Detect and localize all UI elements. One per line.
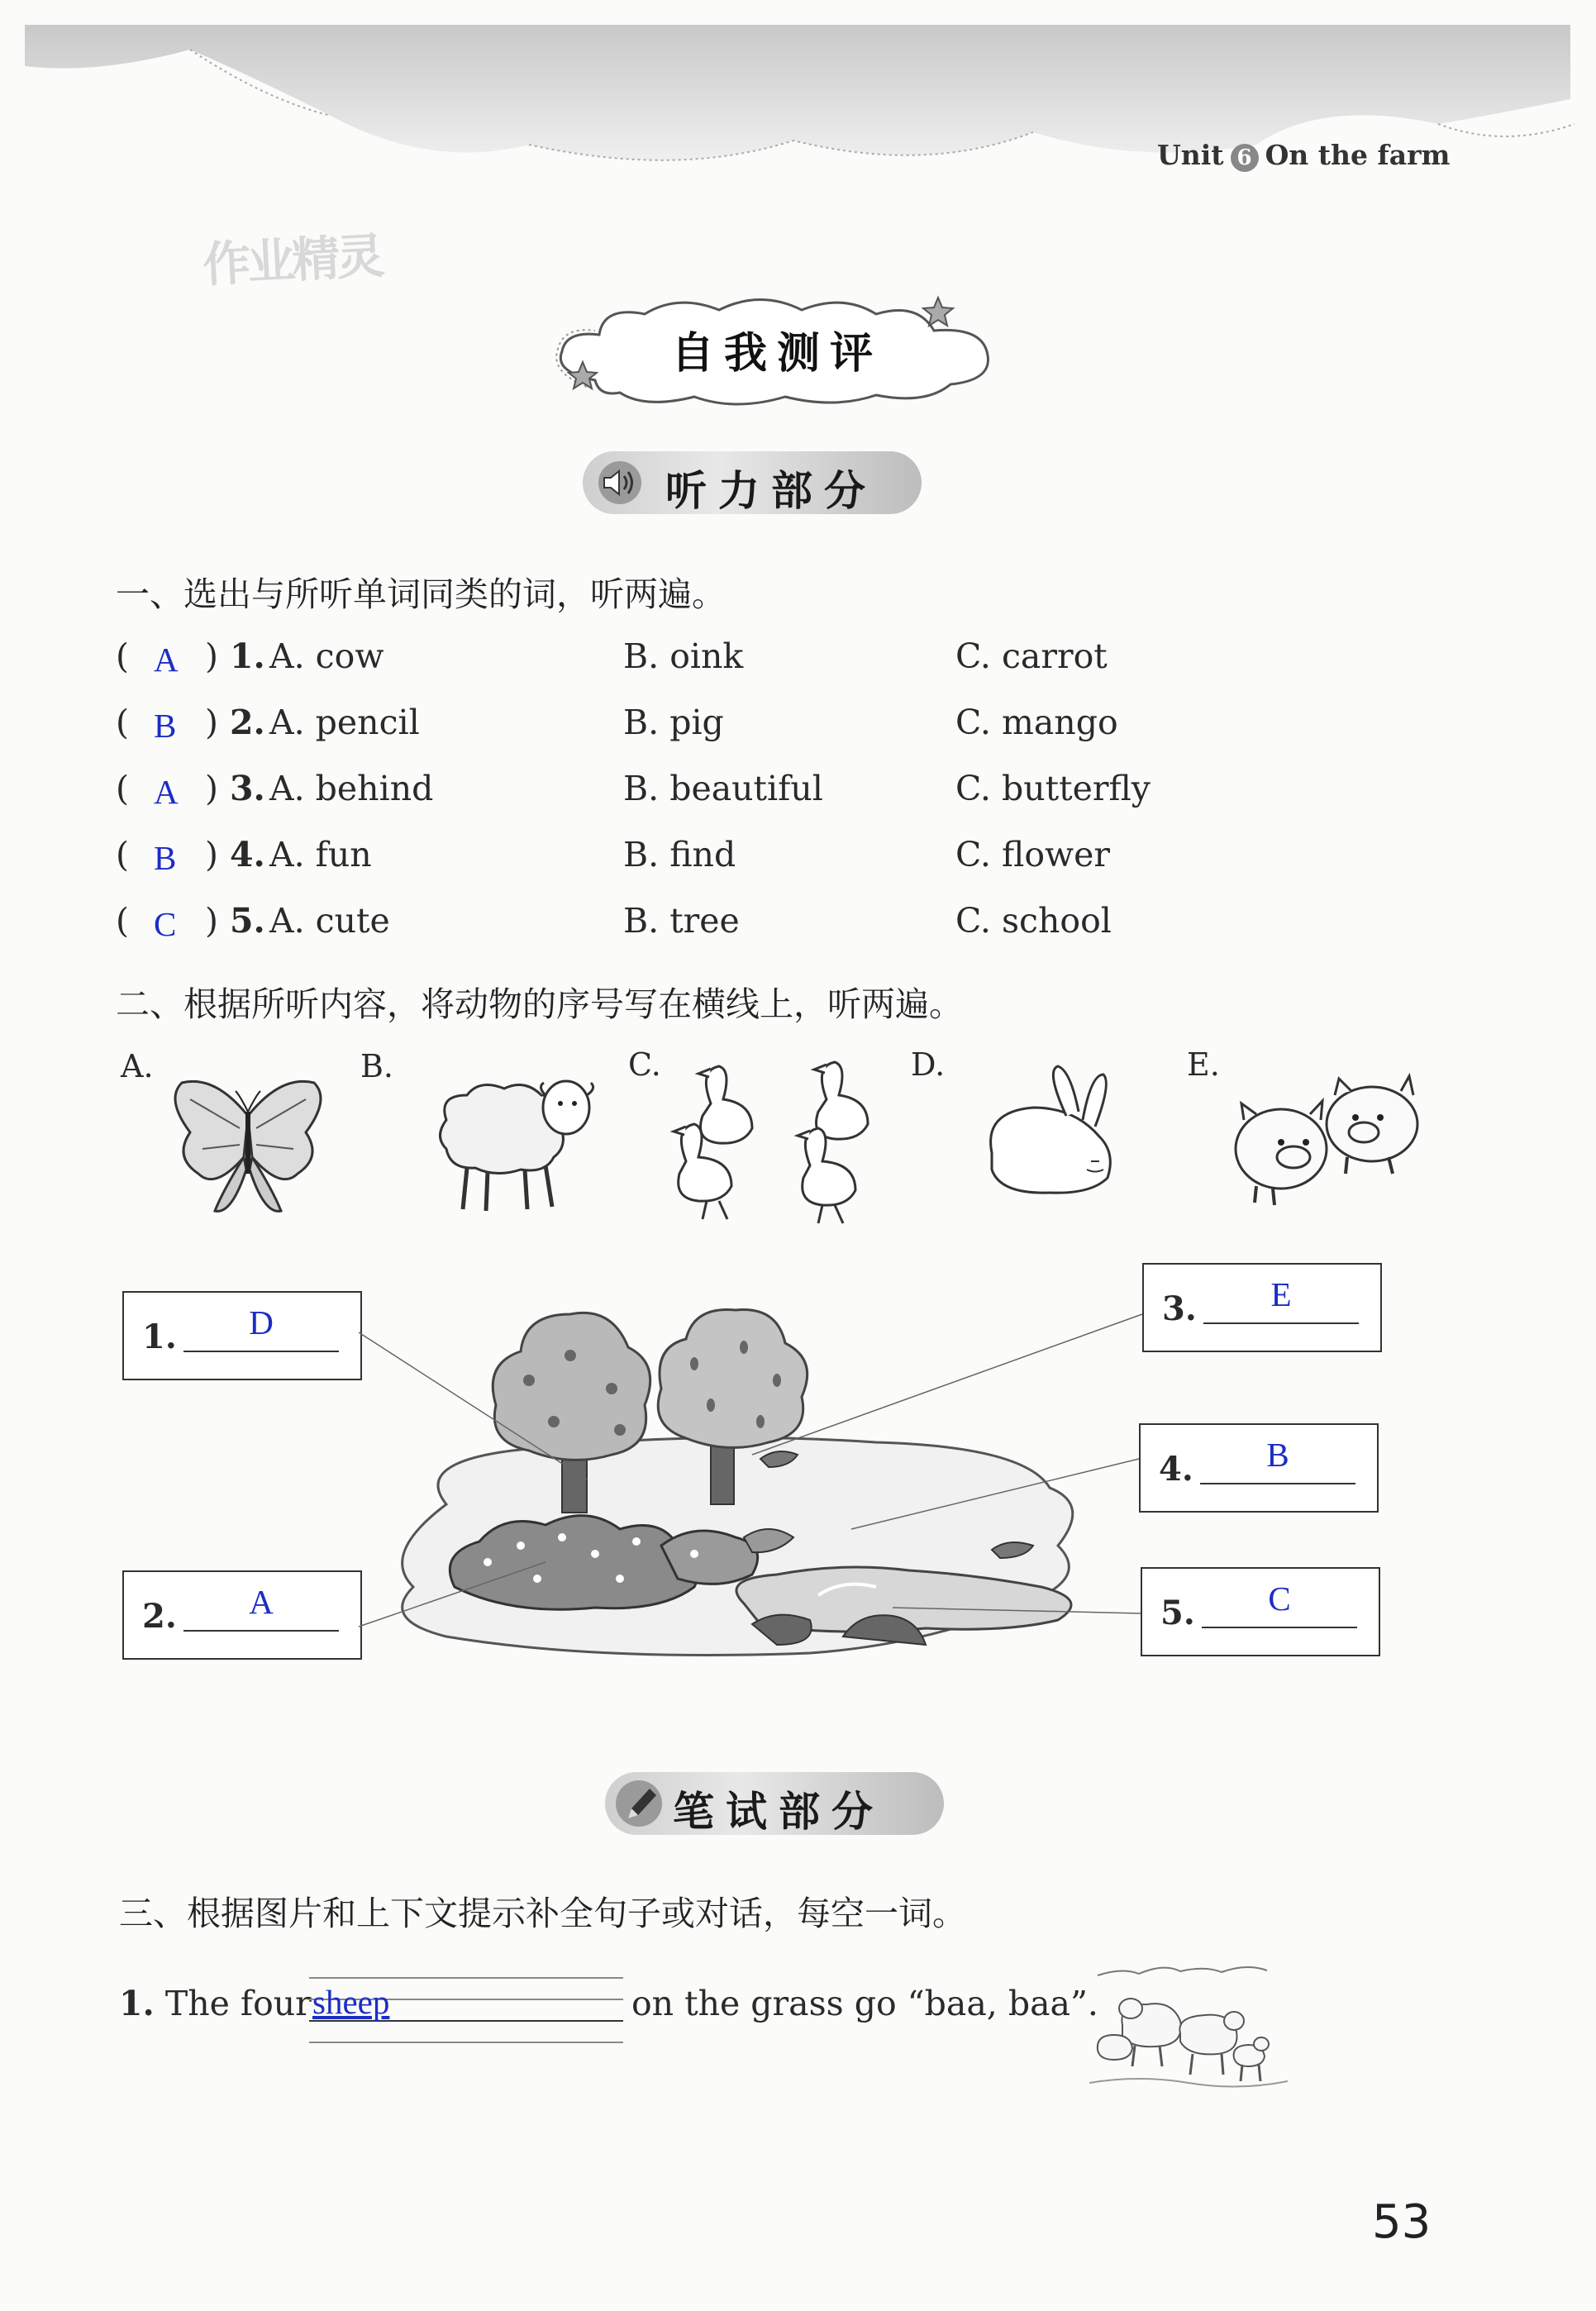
animal-label-a: A. [121,1048,154,1084]
option-c: C. butterfly [955,769,1151,808]
answer-letter: B [154,839,177,877]
writing-section-pill [605,1772,944,1835]
answer-box-1 [122,1291,362,1380]
ducks-illustration [661,1054,884,1227]
guide-line-top [309,1977,623,1979]
rabbit-illustration [967,1062,1132,1203]
answer-paren: ( ) [116,703,218,742]
section1-heading: 一、选出与所听单词同类的词，听两遍。 [116,574,726,614]
unit-prefix: Unit [1157,139,1224,171]
option-b: B. pig [623,703,724,742]
listening-section-pill [583,451,922,514]
listening-section-title: 听力部分 [665,466,877,515]
box-answer: A [249,1583,274,1621]
handwritten-answer: sheep [312,1983,390,2021]
question-number: 1. [119,1984,155,2023]
option-b: B. find [623,835,736,874]
title-cloud-text: 自我测评 [670,329,883,379]
box-number: 1. [142,1318,177,1356]
answer-letter: B [154,707,177,745]
page-number: 53 [1372,2195,1432,2249]
answer-letter: A [154,773,179,811]
sentence-after: on the grass go “baa, baa”. [631,1984,1098,2023]
animal-label-b: B. [360,1048,394,1084]
option-a: A. fun [269,835,372,874]
butterfly-illustration [165,1066,331,1223]
farm-scene-illustration [347,1289,1422,1678]
unit-name: On the farm [1265,139,1451,171]
unit-number-badge: 6 [1231,144,1259,172]
question-number: 2. [230,703,265,742]
option-c: C. flower [955,835,1110,874]
section2-heading: 二、根据所听内容，将动物的序号写在横线上，听两遍。 [116,984,963,1024]
box-number: 5. [1160,1594,1195,1632]
speaker-icon [591,460,649,506]
box-number: 2. [142,1597,177,1636]
sheep-illustration [422,1062,603,1219]
animal-label-e: E. [1187,1046,1220,1083]
question-number: 5. [230,901,265,941]
answer-paren: ( ) [116,769,218,808]
option-b: B. tree [623,901,740,941]
guide-line-bottom [309,2042,623,2043]
sheep-group-illustration [1089,1959,1288,2099]
box-answer: E [1270,1275,1292,1313]
box-number: 4. [1159,1450,1193,1489]
answer-box-2 [122,1570,362,1660]
option-a: A. cow [269,636,384,676]
answer-line [183,1351,339,1352]
answer-paren: ( ) [116,636,218,676]
question-number: 4. [230,835,265,874]
box-number: 3. [1162,1289,1197,1328]
answer-letter: C [154,905,177,943]
animal-label-c: C. [628,1046,661,1083]
option-a: A. pencil [269,703,420,742]
section3-heading: 三、根据图片和上下文提示补全句子或对话，每空一词。 [119,1894,966,1933]
answer-writing-lines [309,1977,623,2042]
option-b: B. beautiful [623,769,823,808]
answer-paren: ( ) [116,901,218,941]
option-c: C. school [955,901,1112,941]
answer-paren: ( ) [116,835,218,874]
answer-line [183,1630,339,1632]
box-answer: B [1266,1436,1289,1474]
option-c: C. mango [955,703,1118,742]
section3-question-1 [119,1984,312,2023]
option-a: A. cute [269,901,390,941]
answer-letter: A [154,641,179,679]
option-a: A. behind [269,769,434,808]
unit-title [1157,139,1450,172]
option-c: C. carrot [955,636,1108,676]
box-answer: D [249,1303,274,1341]
sentence-before: The four [164,1984,312,2023]
option-b: B. oink [623,636,744,676]
pencil-icon [613,1779,665,1828]
writing-section-title: 笔试部分 [673,1787,884,1836]
box-answer: C [1268,1580,1291,1618]
pigs-illustration [1223,1066,1430,1207]
question-number: 3. [230,769,265,808]
question-number: 1. [230,636,265,676]
animal-label-d: D. [911,1046,946,1083]
watermark: 作业精灵 [201,227,383,293]
